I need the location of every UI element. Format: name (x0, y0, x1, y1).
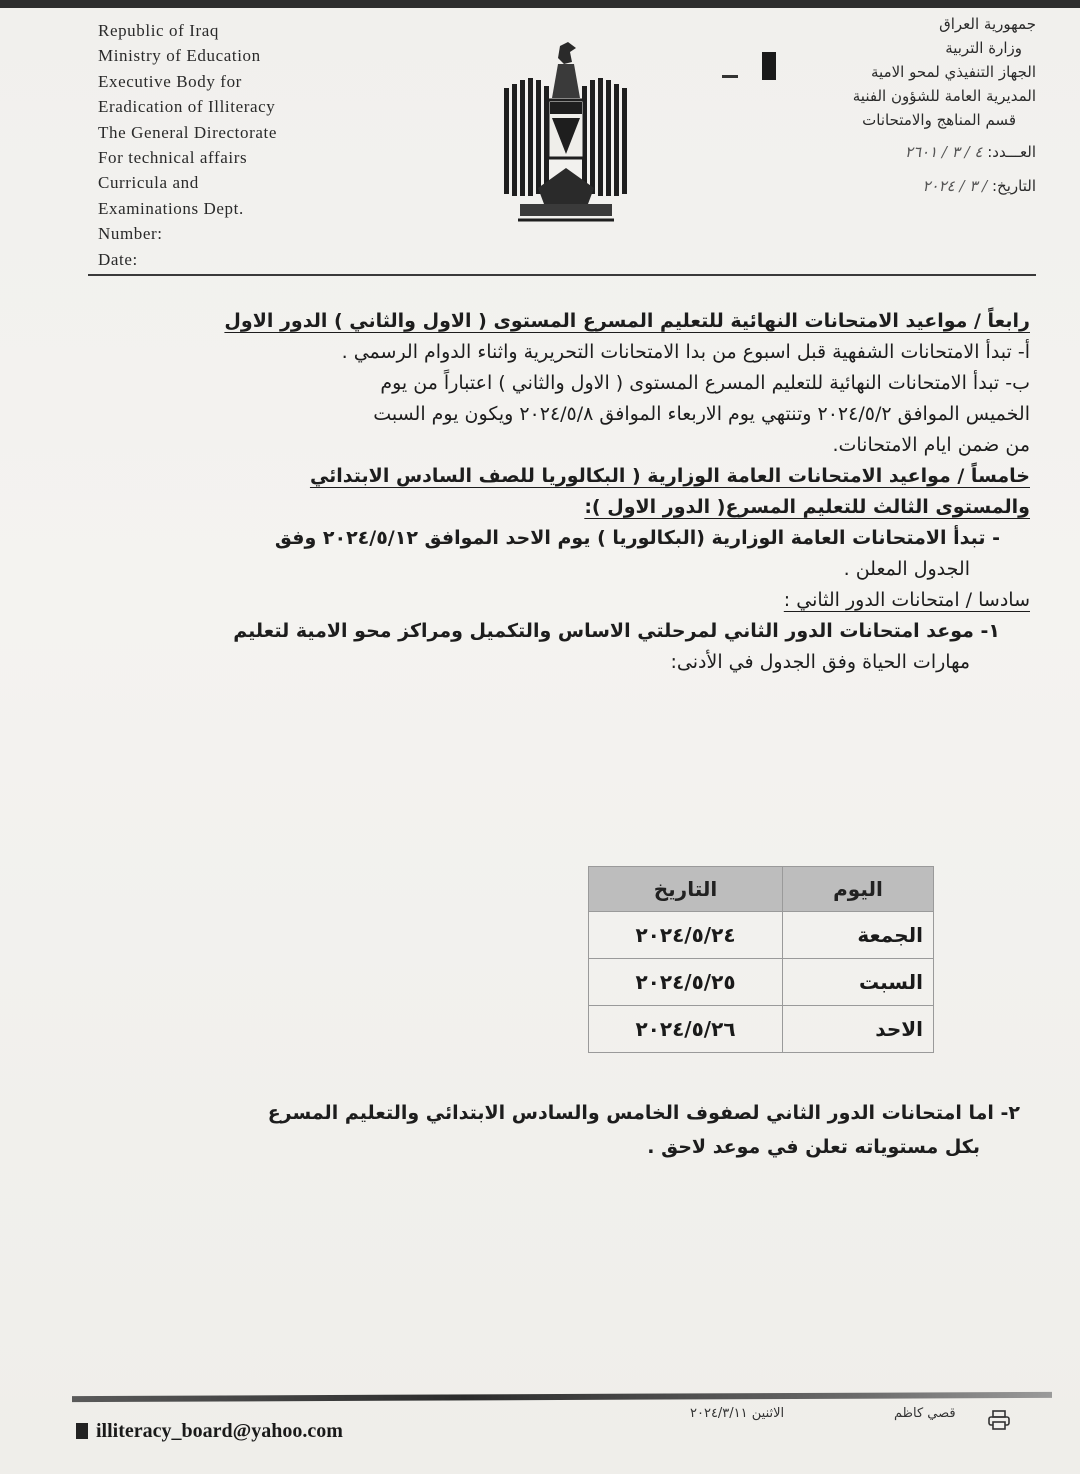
letterhead-line: Examinations Dept. (98, 198, 244, 218)
column-header-date: التاريخ (589, 867, 783, 912)
section-4-item-b-line: الخميس الموافق ٢٠٢٤/٥/٢ وتنتهي يوم الاربعاء الموافق ٢٠٢٤/٥/٨ ويكون يوم السبت (373, 403, 1030, 425)
section-6-item-2-line: ٢- اما امتحانات الدور الثاني لصفوف الخامس والسادس الابتدائي والتعليم المسرع (267, 1102, 1020, 1124)
section-6-item-1: ١- موعد امتحانات الدور الثاني لمرحلتي الاساس والتكميل ومراكز محو الامية لتعليم (233, 620, 1000, 642)
reference-date-label: التاريخ: (992, 177, 1036, 195)
table-row (589, 959, 934, 1006)
letterhead-line: For technical affairs (98, 148, 248, 168)
table-cell-date: ٢٠٢٤/٥/٢٤ (589, 912, 783, 959)
section-5-title-cont: والمستوى الثالث للتعليم المسرع( الدور الاول ): (584, 496, 1030, 518)
reference-date-value: / ٣ / ٢٠٢٤ (922, 177, 988, 195)
letterhead-line-ar: جمهورية العراق (939, 15, 1036, 33)
letterhead-line: Republic of Iraq (98, 21, 220, 40)
section-5-item-cont: الجدول المعلن . (843, 558, 970, 580)
date-label: Date: (98, 249, 138, 269)
footer-email (76, 1420, 343, 1443)
second-round-schedule-table (588, 866, 934, 1053)
table-cell-date: ٢٠٢٤/٥/٢٥ (589, 959, 783, 1006)
arabic-letterhead (706, 12, 1036, 198)
section-6-item-1-cont: مهارات الحياة وفق الجدول في الأدنى: (670, 651, 970, 673)
printer-icon (988, 1410, 1010, 1430)
number-label: Number: (98, 224, 163, 244)
letterhead-line-ar: قسم المناهج والامتحانات (862, 111, 1016, 129)
footer-email-text: illiteracy_board@yahoo.com (96, 1420, 343, 1442)
reference-number-value: ٤ / ٣ / ٢٦٠١ (904, 143, 983, 161)
letterhead-line-ar: المديرية العامة للشؤون الفنية (852, 87, 1036, 105)
reference-number-row (706, 140, 1036, 164)
letterhead-line: Eradication of Illiteracy (98, 97, 276, 117)
letterhead-line: Ministry of Education (98, 46, 261, 66)
section-4-item-b-line: ب- تبدأ الامتحانات النهائية للتعليم المسرع المستوى ( الاول والثاني ) اعتباراً من يوم (380, 372, 1030, 394)
table-header-row (589, 867, 934, 912)
table-cell-date: ٢٠٢٤/٥/٢٦ (589, 1006, 783, 1053)
section-5-title: خامساً / مواعيد الامتحانات العامة الوزارية ( البكالوريا للصف السادس الابتدائي (309, 465, 1030, 487)
section-4-title: رابعاً / مواعيد الامتحانات النهائية للتعليم المسرع المستوى ( الاول والثاني ) الدور الاول (224, 310, 1030, 332)
header-divider (88, 274, 1036, 276)
table-row (589, 912, 934, 959)
table-cell-day: السبت (783, 959, 934, 1006)
reference-number-label: العـــدد: (987, 143, 1036, 161)
document-body (100, 306, 1030, 678)
section-6-item-2-line: بكل مستوياته تعلن في موعد لاحق . (647, 1136, 980, 1158)
section-6-title (100, 585, 1030, 616)
table-row (589, 1006, 934, 1053)
section-4-item-b-line: من ضمن ايام الامتحانات. (832, 434, 1030, 456)
section-5-item: - تبدأ الامتحانات العامة الوزارية (البكالوريا ) يوم الاحد الموافق ٢٠٢٤/٥/١٢ وفق (274, 527, 1000, 549)
section-6-title-text: سادسا / امتحانات الدور الثاني : (783, 589, 1030, 611)
letterhead-line: Executive Body for (98, 71, 242, 91)
table-cell-day: الجمعة (783, 912, 934, 959)
eagle-emblem-icon (498, 38, 632, 228)
english-letterhead (98, 18, 358, 272)
section-6-item-2 (120, 1096, 1020, 1164)
footer-sender-name: قصي كاظم (894, 1406, 956, 1421)
reference-date-row (706, 174, 1036, 198)
column-header-day: اليوم (783, 867, 934, 912)
letterhead-line: Curricula and (98, 173, 199, 193)
email-marker-icon (76, 1423, 88, 1439)
table-cell-day: الاحد (783, 1006, 934, 1053)
letterhead-line-ar: وزارة التربية (945, 39, 1022, 57)
footer-print-date: الاثنين ٢٠٢٤/٣/١١ (690, 1406, 785, 1421)
section-4-item-a: أ- تبدأ الامتحانات الشفهية قبل اسبوع من بدا الامتحانات التحريرية واثناء الدوام الرسمي . (341, 341, 1030, 363)
letterhead-line: The General Directorate (98, 122, 277, 142)
letterhead-line-ar: الجهاز التنفيذي لمحو الامية (871, 63, 1036, 81)
